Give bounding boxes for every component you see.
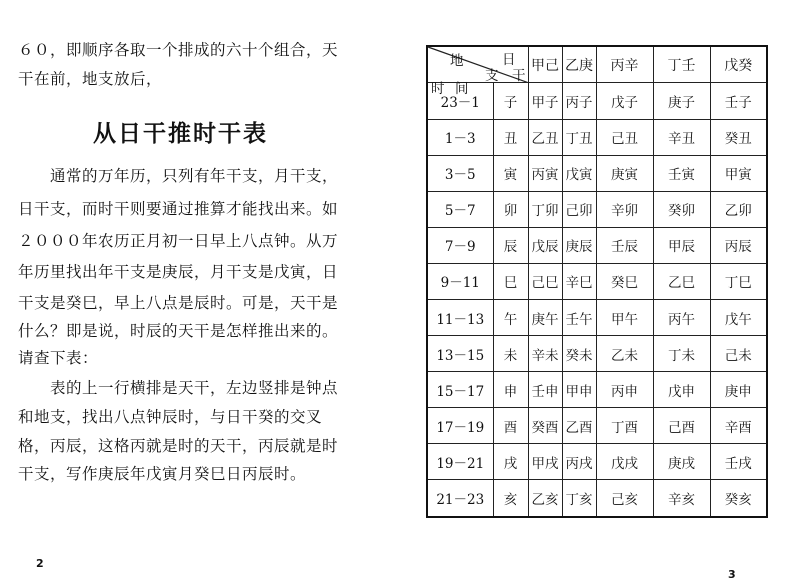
- day-stem-header: 乙庚: [562, 46, 596, 83]
- earthly-branch-cell: 申: [493, 372, 528, 408]
- table-row: [427, 83, 767, 119]
- text-line: 表的上一行横排是天干，左边竖排是钟点: [50, 379, 339, 397]
- text-line: 干支是癸巳，早上八点是辰时。可是，天干是: [18, 294, 339, 312]
- table-row: [427, 300, 767, 336]
- earthly-branch-cell: 卯: [493, 191, 528, 227]
- stem-branch-cell: 甲申: [562, 372, 596, 408]
- stem-branch-cell: 戊午: [710, 300, 767, 336]
- time-range-cell: 19－21: [427, 444, 493, 480]
- corner-label-sun: 日: [502, 52, 516, 68]
- stem-branch-cell: 己丑: [596, 119, 653, 155]
- stem-branch-cell: 甲辰: [653, 227, 710, 263]
- stem-branch-cell: 庚戌: [653, 444, 710, 480]
- table-row: [427, 155, 767, 191]
- stem-branch-cell: 丙申: [596, 372, 653, 408]
- table-row: [427, 119, 767, 155]
- table-row: [427, 480, 767, 517]
- corner-label-interval: 间: [455, 81, 469, 97]
- stem-branch-cell: 庚申: [710, 372, 767, 408]
- earthly-branch-cell: 未: [493, 336, 528, 372]
- day-stem-header: 丙辛: [596, 46, 653, 83]
- text-line: 通常的万年历，只列有年干支，月干支，: [50, 167, 339, 185]
- page-number: 3: [728, 568, 736, 581]
- time-range-cell: 5－7: [427, 191, 493, 227]
- text-line: 什么？即是说，时辰的天干是怎样推出来的。: [18, 322, 339, 340]
- stem-branch-cell: 戊戌: [596, 444, 653, 480]
- corner-label-stem: 干: [512, 68, 526, 84]
- stem-branch-cell: 丙辰: [710, 227, 767, 263]
- stem-branch-cell: 乙未: [596, 336, 653, 372]
- day-stem-header: 甲己: [528, 46, 562, 83]
- stem-branch-cell: 辛酉: [710, 408, 767, 444]
- text-line: ２０００年农历正月初一日早上八点钟。从万: [18, 232, 339, 250]
- stem-branch-cell: 己亥: [596, 480, 653, 517]
- stem-branch-cell: 癸未: [562, 336, 596, 372]
- time-range-cell: 15－17: [427, 372, 493, 408]
- text-line: 日干支，而时干则要通过推算才能找出来。如: [18, 200, 339, 218]
- time-range-cell: 1－3: [427, 119, 493, 155]
- corner-label-time: 时: [431, 81, 445, 97]
- text-line: 和地支，找出八点钟辰时，与日干癸的交叉: [18, 408, 323, 426]
- stem-branch-cell: 庚寅: [596, 155, 653, 191]
- stem-branch-cell: 癸巳: [596, 263, 653, 299]
- corner-label-branch: 支: [485, 68, 499, 84]
- stem-branch-cell: 乙卯: [710, 191, 767, 227]
- stem-branch-cell: 壬午: [562, 300, 596, 336]
- stem-branch-cell: 乙丑: [528, 119, 562, 155]
- stem-branch-cell: 丁巳: [710, 263, 767, 299]
- time-range-cell: 23－1: [427, 83, 493, 119]
- stem-branch-cell: 甲午: [596, 300, 653, 336]
- stem-branch-cell: 己巳: [528, 263, 562, 299]
- stem-branch-cell: 辛未: [528, 336, 562, 372]
- stem-branch-cell: 己酉: [653, 408, 710, 444]
- stem-branch-cell: 甲子: [528, 83, 562, 119]
- day-stem-header: 丁壬: [653, 46, 710, 83]
- text-line: 干支，写作庚辰年戊寅月癸巳日丙辰时。: [18, 465, 307, 483]
- stem-branch-cell: 辛亥: [653, 480, 710, 517]
- corner-cell: [427, 46, 528, 97]
- stem-branch-cell: 壬申: [528, 372, 562, 408]
- stem-branch-cell: 庚午: [528, 300, 562, 336]
- table-row: [427, 444, 767, 480]
- time-range-cell: 7－9: [427, 227, 493, 263]
- stem-branch-cell: 癸丑: [710, 119, 767, 155]
- stem-branch-cell: 癸卯: [653, 191, 710, 227]
- stem-branch-cell: 辛巳: [562, 263, 596, 299]
- stem-branch-cell: 丁酉: [596, 408, 653, 444]
- header-row: [427, 46, 767, 83]
- table-row: [427, 336, 767, 372]
- stem-branch-cell: 甲寅: [710, 155, 767, 191]
- text-line: 请查下表：: [18, 349, 99, 367]
- stem-branch-cell: 丙寅: [528, 155, 562, 191]
- stem-branch-cell: 庚子: [653, 83, 710, 119]
- stem-branch-cell: 乙酉: [562, 408, 596, 444]
- stem-branch-cell: 己卯: [562, 191, 596, 227]
- time-range-cell: 17－19: [427, 408, 493, 444]
- text-line: 年历里找出年干支是庚辰，月干支是戊寅，日: [18, 263, 339, 281]
- stem-branch-cell: 辛丑: [653, 119, 710, 155]
- stem-branch-cell: 戊辰: [528, 227, 562, 263]
- page-number: 2: [36, 557, 44, 570]
- earthly-branch-cell: 寅: [493, 155, 528, 191]
- corner-label-day: 地: [450, 53, 464, 69]
- stem-branch-cell: 戊寅: [562, 155, 596, 191]
- earthly-branch-cell: 亥: [493, 480, 528, 517]
- time-range-cell: 9－11: [427, 263, 493, 299]
- stem-branch-cell: 庚辰: [562, 227, 596, 263]
- stem-branch-cell: 丁亥: [562, 480, 596, 517]
- earthly-branch-cell: 戌: [493, 444, 528, 480]
- stem-branch-cell: 丁未: [653, 336, 710, 372]
- stem-branch-cell: 丙午: [653, 300, 710, 336]
- earthly-branch-cell: 辰: [493, 227, 528, 263]
- table-row: [427, 191, 767, 227]
- stem-branch-cell: 壬辰: [596, 227, 653, 263]
- stem-branch-cell: 癸酉: [528, 408, 562, 444]
- table-row: [427, 227, 767, 263]
- earthly-branch-cell: 巳: [493, 263, 528, 299]
- earthly-branch-cell: 子: [493, 83, 528, 119]
- table-row: [427, 372, 767, 408]
- text-line: 格，丙辰，这格丙就是时的天干，丙辰就是时: [18, 437, 339, 455]
- table-row: [427, 408, 767, 444]
- stem-branch-cell: 丁丑: [562, 119, 596, 155]
- hour-stem-table: [426, 45, 768, 518]
- time-range-cell: 21－23: [427, 480, 493, 517]
- table-row: [427, 263, 767, 299]
- stem-branch-cell: 戊子: [596, 83, 653, 119]
- stem-branch-cell: 乙亥: [528, 480, 562, 517]
- earthly-branch-cell: 酉: [493, 408, 528, 444]
- stem-branch-cell: 甲戌: [528, 444, 562, 480]
- stem-branch-cell: 壬寅: [653, 155, 710, 191]
- time-range-cell: 11－13: [427, 300, 493, 336]
- earthly-branch-cell: 丑: [493, 119, 528, 155]
- stem-branch-cell: 壬戌: [710, 444, 767, 480]
- text-line: 干在前，地支放后，: [18, 70, 163, 88]
- day-stem-header: 戊癸: [710, 46, 767, 83]
- stem-branch-cell: 丙戌: [562, 444, 596, 480]
- earthly-branch-cell: 午: [493, 300, 528, 336]
- time-range-cell: 3－5: [427, 155, 493, 191]
- stem-branch-cell: 癸亥: [710, 480, 767, 517]
- time-range-cell: 13－15: [427, 336, 493, 372]
- stem-branch-cell: 己未: [710, 336, 767, 372]
- stem-branch-cell: 壬子: [710, 83, 767, 119]
- text-line: ６０，即顺序各取一个排成的六十个组合，天: [18, 41, 339, 59]
- section-heading: 从日干推时干表: [93, 120, 268, 147]
- stem-branch-cell: 丙子: [562, 83, 596, 119]
- stem-branch-cell: 丁卯: [528, 191, 562, 227]
- stem-branch-cell: 辛卯: [596, 191, 653, 227]
- stem-branch-cell: 戊申: [653, 372, 710, 408]
- stem-branch-cell: 乙巳: [653, 263, 710, 299]
